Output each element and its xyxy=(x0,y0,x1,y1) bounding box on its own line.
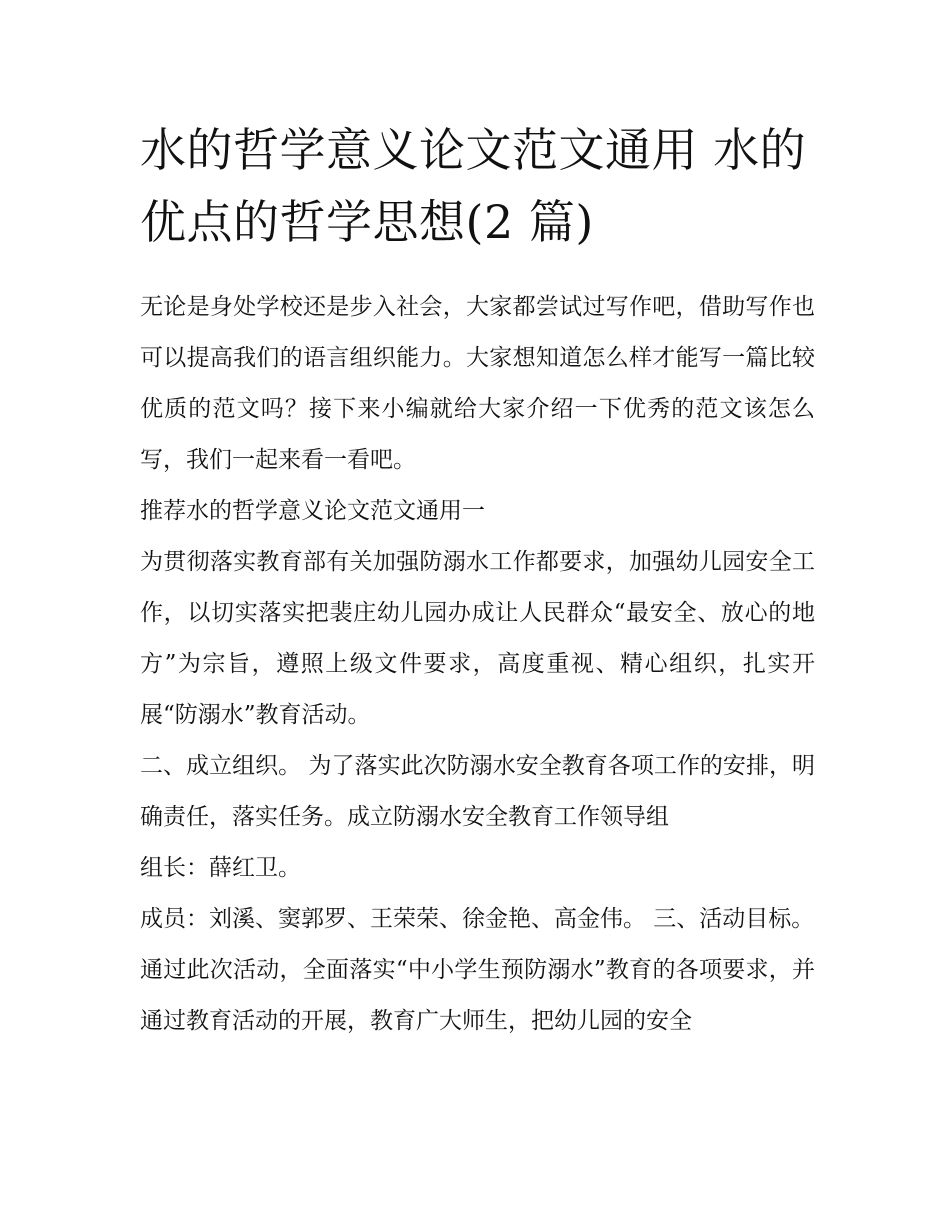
paragraph-leader: 组长：薛红卫。 xyxy=(140,855,301,881)
document-page xyxy=(140,114,815,1047)
paragraph-members: 成员：刘溪、窦郭罗、王荣荣、徐金艳、高金伟。 三、活动目标。 xyxy=(140,906,815,932)
document-body xyxy=(140,282,815,1047)
paragraph-heading: 推荐水的哲学意义论文范文通用一 xyxy=(140,498,485,524)
document-title: 水的哲学意义论文范文通用 水的优点的哲学思想(2 篇) xyxy=(140,123,807,249)
paragraph-intro: 无论是身处学校还是步入社会，大家都尝试过写作吧，借助写作也可以提高我们的语言组织能力。大家想知道怎么样才能写一篇比较优质的范文吗？接下来小编就给大家介绍一下优秀的范文该怎么写，我们一起来看一看吧。 xyxy=(140,294,815,473)
paragraph-purpose: 为贯彻落实教育部有关加强防溺水工作都要求，加强幼儿园安全工作，以切实落实把裴庄幼儿园办成让人民群众“最安全、放心的地方”为宗旨，遵照上级文件要求，高度重视、精心组织，扎实开展“防溺水”教育活动。 xyxy=(140,549,815,728)
paragraph-goal: 通过此次活动，全面落实“中小学生预防溺水”教育的各项要求，并通过教育活动的开展，教育广大师生，把幼儿园的安全 xyxy=(140,957,815,1034)
paragraph-organization: 二、成立组织。 为了落实此次防溺水安全教育各项工作的安排，明确责任，落实任务。成立防溺水安全教育工作领导组 xyxy=(140,753,815,830)
